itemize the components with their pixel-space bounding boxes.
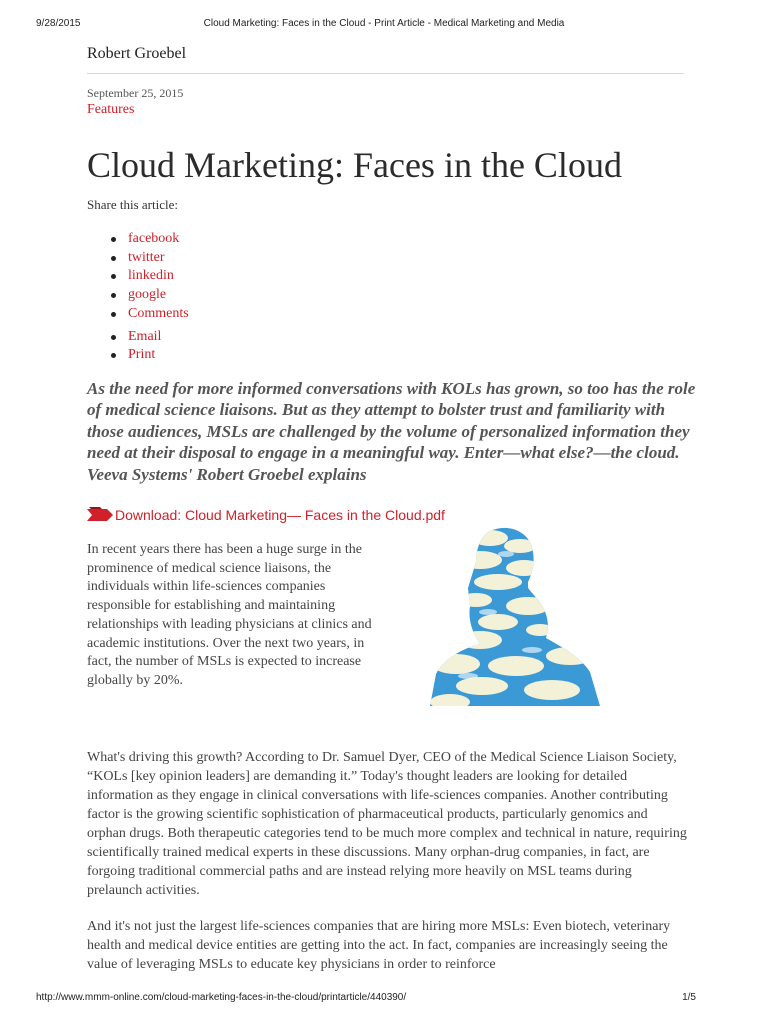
article-lede: As the need for more informed conversations with KOLs has grown, so too has the role of medical science liaisons. But as they attempt to bolster trust and familiarity with those audiences, MSLs are challenged by the volume of personalized information they need at their disposal to engage in a meaningful way. Enter—what else?—the cloud. Veeva Systems' Robert Groebel explains xyxy=(87,379,696,484)
body-paragraph-2: What's driving this growth? According to Dr. Samuel Dyer, CEO of the Medical Science Liaison Society, “KOLs [key opinion leaders] are demanding it.” Today's thought leaders are looking for detailed information as they engage in clinical conversations with life-sciences companies. Another contributing factor is the growing scientific sophistication of pharmaceutical products, particularly genomics and orphan drugs. Both therapeutic categories tend to be much more complex and technical in nature, requiring scientifically trained medical experts in these discussions. Many orphan-drug companies, in fact, are forgoing traditional commercial paths and are instead relying more heavily on MSL teams during prelaunch activities. xyxy=(87,750,687,898)
comments-link[interactable]: Comments xyxy=(111,305,189,324)
print-link[interactable]: Print xyxy=(111,346,189,365)
category-link[interactable]: Features xyxy=(87,102,135,117)
pdf-download-icon xyxy=(87,507,113,523)
share-facebook-link[interactable]: facebook xyxy=(111,230,189,249)
share-google-link[interactable]: google xyxy=(111,286,189,305)
author-name: Robert Groebel xyxy=(87,45,187,62)
print-date: 9/28/2015 xyxy=(36,18,81,29)
share-links xyxy=(111,230,189,365)
divider xyxy=(87,73,684,74)
email-link[interactable]: Email xyxy=(111,328,189,347)
download-link[interactable] xyxy=(87,505,445,525)
print-page-title: Cloud Marketing: Faces in the Cloud - Print Article - Medical Marketing and Media xyxy=(203,18,565,29)
share-linkedin-link[interactable]: linkedin xyxy=(111,267,189,286)
page-number: 1/5 xyxy=(682,992,696,1003)
body-paragraph-3: And it's not just the largest life-sciences companies that are hiring more MSLs: Even biotech, veterinary health and medical device entities are getting into the act. In fact, companies are increasingly seeing the value of leveraging MSLs to educate key physicians in order to reinforce xyxy=(87,919,671,972)
body-paragraph-1: In recent years there has been a huge surge in the prominence of medical science liaisons, the individuals within life-sciences companies responsible for establishing and maintaining relationships with leading physicians at clinics and academic institutions. Over the next two years, in fact, the number of MSLs is expected to increase globally by 20%. xyxy=(87,542,372,688)
article-title: Cloud Marketing: Faces in the Cloud xyxy=(87,145,622,185)
print-url: http://www.mmm-online.com/cloud-marketing-faces-in-the-cloud/printarticle/440390/ xyxy=(36,992,407,1003)
cloud-head-illustration xyxy=(420,526,600,706)
share-twitter-link[interactable]: twitter xyxy=(111,249,189,268)
share-label: Share this article: xyxy=(87,197,178,212)
article-date: September 25, 2015 xyxy=(87,86,184,100)
download-label: Download: Cloud Marketing— Faces in the Cloud.pdf xyxy=(115,507,445,523)
